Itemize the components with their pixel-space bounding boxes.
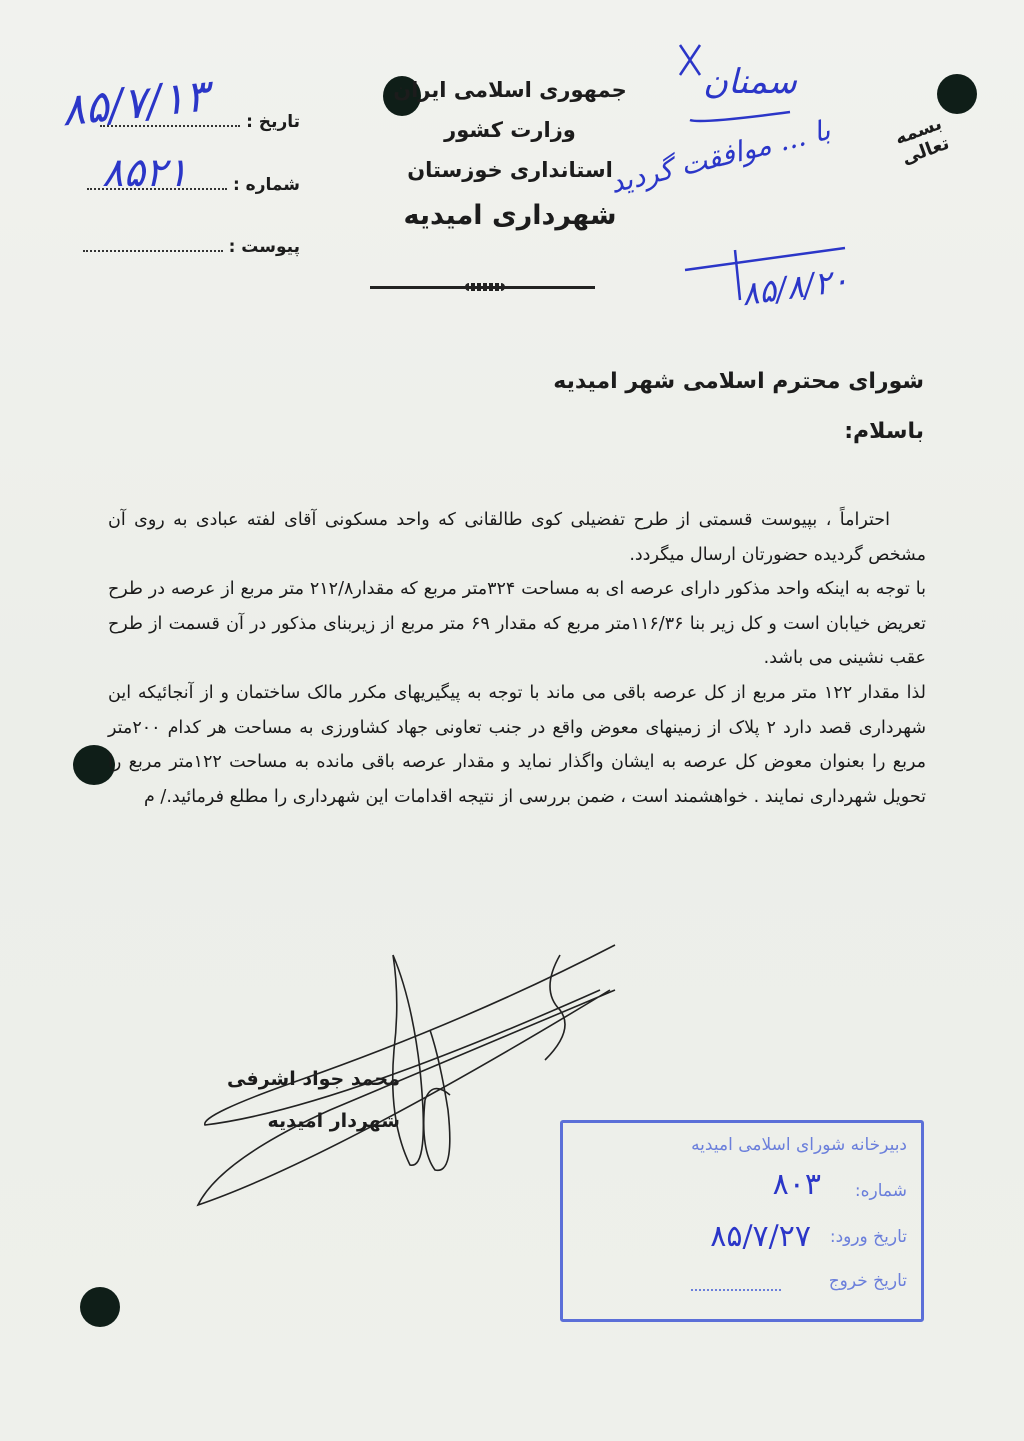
letterhead-province: استانداری خوزستان [407, 158, 613, 182]
basmala: بسمه تعالی [892, 113, 953, 170]
stamp-entry-date-value: ۸۵/۷/۲۷ [710, 1219, 811, 1254]
attachment-label: پیوست : [228, 237, 300, 257]
stamp-entry-date-label: تاریخ ورود: [829, 1227, 907, 1247]
handwritten-note-line2: با ... موافقت گردید [606, 113, 834, 200]
stamp-heading: دبیرخانه شورای اسلامی امیدیه [691, 1135, 907, 1155]
letterhead-ministry: وزارت کشور [444, 118, 576, 142]
signatory-name: محمد جواد اشرفی [227, 1068, 400, 1090]
addressee-line: شورای محترم اسلامی شهر امیدیه [553, 369, 924, 394]
letterhead-organization: شهرداری امیدیه [403, 200, 617, 231]
date-label: تاریخ : [246, 112, 300, 132]
handwritten-note-date: ۸۵/۸/۲۰ [739, 260, 851, 314]
number-label: شماره : [232, 175, 300, 195]
stamp-number-value: ۸۰۳ [772, 1167, 821, 1202]
letterhead-country: جمهوری اسلامی ایران [393, 78, 627, 102]
stamp-exit-date-label: تاریخ خروج [828, 1271, 907, 1291]
registry-stamp [560, 1120, 924, 1322]
body-paragraph-1: احتراماً ، بپیوست قسمتی از طرح تفضیلی کوی طالقانی که واحد مسکونی آقای لفته عبادی به روی آن مشخص گردیده حضورتان ارسال میگردد. [108, 510, 926, 565]
stamp-exit-date-dots [691, 1289, 781, 1291]
handwritten-note-line1: سمنان [703, 62, 797, 102]
handwritten-number: ۸۵۲۱ [102, 150, 188, 196]
body-paragraph-2: با توجه به اینکه واحد مذکور دارای عرصه ای به مساحت ۳۲۴متر مربع که مقدار۲۱۲/۸ متر مربع از عرصه در طرح تعریض خیابان است و کل زیر بنا ۱۱۶/۳۶متر مربع که مقدار ۶۹ متر مربع از زیربنای مذکور در آن قسمت از طرح عقب نشینی می باشد. [108, 579, 926, 669]
handwritten-date: ۸۵/۷/۱۳ [58, 70, 212, 137]
body-paragraph-3: لذا مقدار ۱۲۲ متر مربع از کل عرصه باقی می ماند با توجه به پیگیریهای مکرر مالک ساختمان و از آنجائیکه این شهرداری قصد دارد ۲ پلاک از زمینهای معوض واقع در جنب تعاونی جهاد کشاورزی به مساحت هر کدام ۲۰۰متر مربع را بعنوان معوض کل عرصه به ایشان واگذار نماید و مقدار عرصه باقی مانده به مساحت ۱۲۲متر مربع را تحویل شهرداری نمایند . خواهشمند است ، ضمن بررسی از نتیجه اقدامات این شهرداری را مطلع فرمائید./ م [108, 682, 927, 807]
stamp-number-label: شماره: [854, 1181, 907, 1201]
signatory-title: شهردار امیدیه [267, 1110, 400, 1132]
greeting: باسلام: [844, 419, 924, 444]
